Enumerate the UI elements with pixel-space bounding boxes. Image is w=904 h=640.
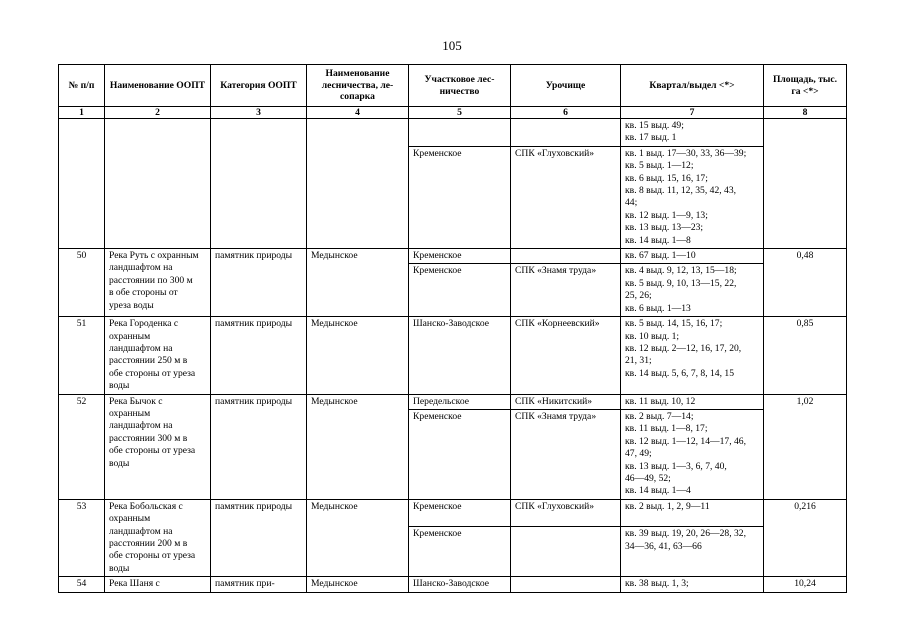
number-cell: [59, 577, 105, 592]
area-text: 0,48: [796, 250, 814, 262]
text-line: воды: [109, 562, 130, 574]
tract-cell: [511, 409, 621, 499]
text-line: расстоянии 300 м в: [109, 432, 188, 444]
name-cell: [105, 119, 211, 249]
header-row: [59, 65, 847, 107]
area-cell: [764, 499, 847, 576]
category-cell: [211, 499, 307, 576]
quarter-text: [625, 250, 759, 262]
text-line: кв. 39 выд. 19, 20, 26—28, 32,: [625, 528, 746, 540]
text-line: 34—36, 41, 63—66: [625, 540, 702, 552]
name-cell: [105, 249, 211, 317]
number-cell: [59, 249, 105, 317]
text-line: Река Бычок с: [109, 395, 163, 407]
text-line: кв. 12 выд. 1—12, 14—17, 46,: [625, 435, 746, 447]
forestry-text: Медынское: [311, 578, 358, 590]
text-line: Река Бобольская с: [109, 500, 183, 512]
quarter-text: [625, 528, 759, 553]
tract-text: СПК «Знамя труда»: [515, 410, 597, 422]
text-line: кв. 15 выд. 49;: [625, 120, 684, 131]
table-row: [59, 499, 847, 527]
text-line: охранным: [109, 407, 151, 419]
table-row: [59, 249, 847, 264]
text-line: кв. 14 выд. 5, 6, 7, 8, 14, 15: [625, 367, 734, 379]
text-line: кв. 14 выд. 1—4: [625, 485, 691, 497]
district-text: Кременское: [413, 250, 462, 262]
category-text: памятник при-: [215, 578, 275, 590]
district-text: Передельское: [413, 395, 470, 407]
category-text: памятник природы: [215, 500, 293, 512]
area-cell: [764, 394, 847, 499]
text-line: ландшафтом на: [109, 262, 173, 274]
number-text: 50: [76, 250, 87, 262]
area-cell: [764, 119, 847, 249]
page-number: 105: [442, 38, 462, 53]
text-line: обе стороны от уреза: [109, 367, 196, 379]
text-line: уреза воды: [109, 299, 154, 311]
text-line: Река Шаня с: [109, 578, 160, 590]
district-cell: [409, 119, 511, 147]
header-cell: Категория ООПТ: [211, 65, 307, 107]
text-line: кв. 17 выд. 1: [625, 132, 677, 144]
quarter-cell: [621, 119, 764, 147]
header-cell: Участковое лес-ничество: [409, 65, 511, 107]
quarter-cell: [621, 499, 764, 527]
district-text: Кременское: [413, 500, 462, 512]
number-cell: [59, 394, 105, 499]
tract-text: СПК «Глуховский»: [515, 500, 595, 512]
quarter-text: [625, 501, 759, 513]
tract-text: СПК «Корнеевский»: [515, 318, 600, 330]
tract-text: СПК «Знамя труда»: [515, 265, 597, 277]
quarter-cell: [621, 394, 764, 409]
district-cell: [409, 146, 511, 248]
tract-cell: [511, 499, 621, 527]
text-line: кв. 13 выд. 13—23;: [625, 222, 704, 234]
category-cell: [211, 249, 307, 317]
category-cell: [211, 577, 307, 592]
forestry-cell: [307, 499, 409, 576]
forestry-text: Медынское: [311, 250, 358, 262]
number-text: 52: [76, 395, 87, 407]
text-line: воды: [109, 380, 130, 392]
text-line: ландшафтом на: [109, 342, 173, 354]
number-text: 54: [76, 578, 87, 590]
quarter-text: [625, 265, 759, 315]
column-number: 2: [105, 107, 211, 119]
name-text: [109, 578, 206, 590]
forestry-text: Медынское: [311, 395, 358, 407]
text-line: кв. 6 выд. 15, 16, 17;: [625, 172, 708, 184]
forestry-text: Медынское: [311, 500, 358, 512]
column-number: 4: [307, 107, 409, 119]
text-line: Река Городенка с: [109, 318, 179, 330]
column-number: 1: [59, 107, 105, 119]
district-cell: [409, 499, 511, 527]
number-text: 51: [76, 318, 87, 330]
tract-text: СПК «Никитский»: [515, 395, 593, 407]
name-cell: [105, 317, 211, 394]
text-line: обе стороны от уреза: [109, 550, 196, 562]
text-line: охранным: [109, 513, 151, 525]
text-line: 25, 26;: [625, 290, 652, 302]
district-cell: [409, 409, 511, 499]
quarter-cell: [621, 317, 764, 394]
quarter-text: [625, 148, 759, 247]
text-line: 47, 49;: [625, 448, 652, 460]
text-line: расстоянии 200 м в: [109, 538, 188, 549]
text-line: кв. 67 выд. 1—10: [625, 250, 696, 262]
text-line: кв. 8 выд. 11, 12, 35, 42, 43,: [625, 185, 737, 197]
text-line: воды: [109, 457, 130, 469]
name-text: [109, 396, 206, 470]
district-cell: [409, 264, 511, 317]
text-line: кв. 14 выд. 1—8: [625, 234, 691, 246]
district-cell: [409, 577, 511, 592]
quarter-text: [625, 396, 759, 408]
text-line: кв. 12 выд. 1—9, 13;: [625, 209, 708, 221]
quarter-cell: [621, 527, 764, 577]
header-cell: Площадь, тыс. га <*>: [764, 65, 847, 107]
number-text: 53: [76, 500, 87, 512]
tract-cell: [511, 249, 621, 264]
column-number-row: [59, 107, 847, 119]
protected-areas-table: [58, 64, 847, 593]
header-cell: Наименование лесничества, ле-сопарка: [307, 65, 409, 107]
district-cell: [409, 317, 511, 394]
text-line: кв. 5 выд. 14, 15, 16, 17;: [625, 318, 723, 330]
category-cell: [211, 317, 307, 394]
text-line: кв. 6 выд. 1—13: [625, 302, 691, 314]
category-text: памятник природы: [215, 318, 293, 330]
text-line: кв. 5 выд. 1—12;: [625, 160, 694, 172]
name-text: [109, 501, 206, 575]
text-line: кв. 5 выд. 9, 10, 13—15, 22,: [625, 277, 737, 289]
tract-cell: [511, 527, 621, 577]
quarter-cell: [621, 577, 764, 592]
number-cell: [59, 119, 105, 249]
forestry-cell: [307, 394, 409, 499]
tract-cell: [511, 577, 621, 592]
name-cell: [105, 499, 211, 576]
area-cell: [764, 317, 847, 394]
column-number: 3: [211, 107, 307, 119]
district-text: Шанско-Заводское: [413, 578, 490, 590]
forestry-cell: [307, 577, 409, 592]
table-row: [59, 577, 847, 592]
name-text: [109, 318, 206, 392]
number-cell: [59, 499, 105, 576]
text-line: обе стороны от уреза: [109, 445, 196, 457]
area-text: 0,216: [794, 500, 816, 512]
tract-cell: [511, 119, 621, 147]
quarter-cell: [621, 146, 764, 248]
text-line: Река Руть с охранным: [109, 250, 199, 262]
header-cell: Урочище: [511, 65, 621, 107]
text-line: кв. 2 выд. 7—14;: [625, 410, 694, 422]
header-cell: № п/п: [59, 65, 105, 107]
district-text: Кременское: [413, 410, 462, 422]
text-line: кв. 13 выд. 1—3, 6, 7, 40,: [625, 460, 727, 472]
area-text: 0,85: [796, 318, 814, 330]
text-line: в обе стороны от: [109, 287, 178, 299]
quarter-cell: [621, 249, 764, 264]
text-line: ландшафтом на: [109, 420, 173, 432]
column-number: 8: [764, 107, 847, 119]
text-line: кв. 10 выд. 1;: [625, 330, 680, 342]
text-line: охранным: [109, 330, 151, 342]
district-cell: [409, 249, 511, 264]
forestry-cell: [307, 249, 409, 317]
district-cell: [409, 394, 511, 409]
text-line: расстоянии по 300 м: [109, 274, 193, 286]
tract-cell: [511, 317, 621, 394]
table-body: [59, 119, 847, 593]
category-text: памятник природы: [215, 395, 293, 407]
text-line: 44;: [625, 197, 638, 209]
text-line: кв. 38 выд. 1, 3;: [625, 578, 689, 590]
header-cell: Наименование ООПТ: [105, 65, 211, 107]
tract-cell: [511, 146, 621, 248]
forestry-cell: [307, 317, 409, 394]
text-line: 46—49, 52;: [625, 472, 671, 484]
area-cell: [764, 249, 847, 317]
text-line: расстоянии 250 м в: [109, 355, 188, 367]
column-number: 6: [511, 107, 621, 119]
text-line: 21, 31;: [625, 355, 652, 367]
district-text: Шанско-Заводское: [413, 318, 490, 330]
column-number: 5: [409, 107, 511, 119]
quarter-text: [625, 120, 759, 145]
text-line: кв. 2 выд. 1, 2, 9—11: [625, 500, 710, 512]
text-line: кв. 1 выд. 17—30, 33, 36—39;: [625, 147, 747, 159]
forestry-text: Медынское: [311, 318, 358, 330]
category-cell: [211, 119, 307, 249]
quarter-text: [625, 411, 759, 498]
district-cell: [409, 527, 511, 577]
tract-cell: [511, 394, 621, 409]
header-cell: Квартал/выдел <*>: [621, 65, 764, 107]
area-cell: [764, 577, 847, 592]
tract-text: СПК «Глуховский»: [515, 147, 595, 159]
quarter-cell: [621, 264, 764, 317]
area-text: 10,24: [794, 578, 816, 590]
text-line: ландшафтом на: [109, 525, 173, 537]
district-text: Кременское: [413, 528, 462, 540]
table-row: [59, 119, 847, 147]
text-line: кв. 11 выд. 1—8, 17;: [625, 423, 708, 435]
text-line: кв. 4 выд. 9, 12, 13, 15—18;: [625, 265, 737, 277]
column-number: 7: [621, 107, 764, 119]
name-cell: [105, 577, 211, 592]
quarter-cell: [621, 409, 764, 499]
tract-cell: [511, 264, 621, 317]
district-text: Кременское: [413, 265, 462, 277]
quarter-text: [625, 318, 759, 380]
category-text: памятник природы: [215, 250, 293, 262]
number-cell: [59, 317, 105, 394]
forestry-cell: [307, 119, 409, 249]
district-text: Кременское: [413, 147, 462, 159]
category-cell: [211, 394, 307, 499]
table-row: [59, 317, 847, 394]
quarter-text: [625, 578, 759, 590]
name-cell: [105, 394, 211, 499]
text-line: кв. 11 выд. 10, 12: [625, 395, 696, 407]
name-text: [109, 250, 206, 312]
table-row: [59, 394, 847, 409]
text-line: кв. 12 выд. 2—12, 16, 17, 20,: [625, 342, 742, 354]
area-text: 1,02: [796, 395, 814, 407]
